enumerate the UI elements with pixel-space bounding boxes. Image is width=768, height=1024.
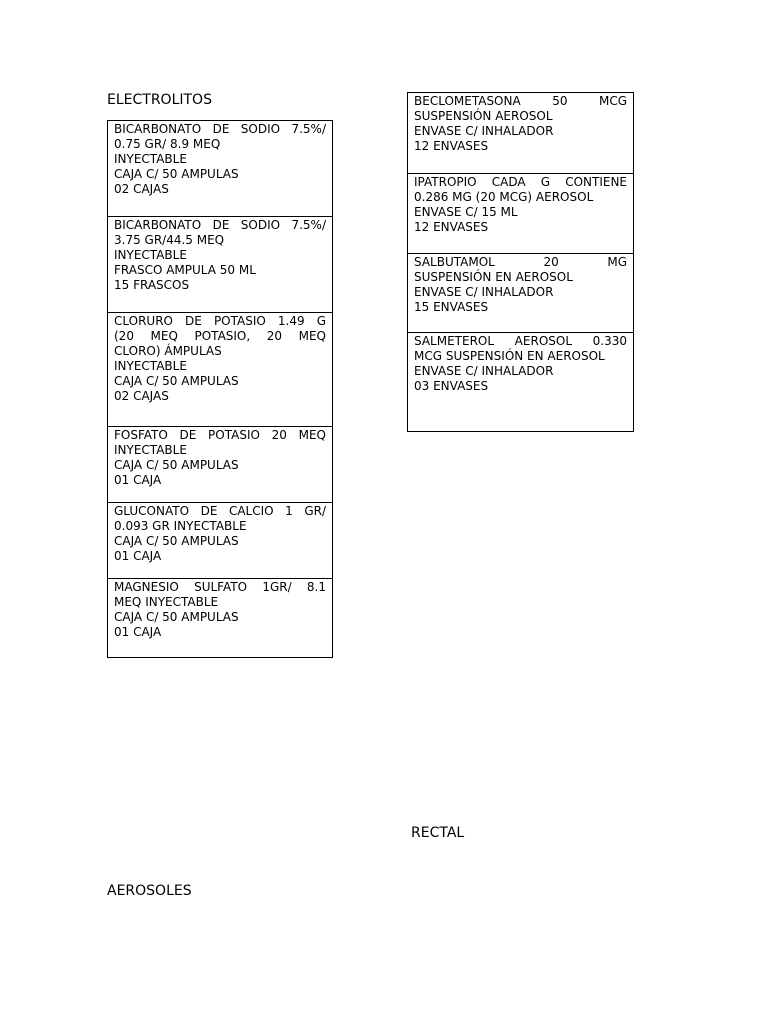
- table-cell: [408, 332, 633, 431]
- cell-line: BICARBONATO DE SODIO 7.5%/: [114, 122, 326, 136]
- table-cell: [108, 121, 332, 216]
- cell-line: ENVASE C/ INHALADOR: [414, 364, 554, 378]
- table-cell: [108, 578, 332, 657]
- cell-line: CAJA C/ 50 AMPULAS: [114, 610, 239, 624]
- heading-electrolitos: ELECTROLITOS: [107, 92, 212, 108]
- cell-line: SALMETEROL AEROSOL 0.330: [414, 334, 627, 348]
- cell-line: ENVASE C/ INHALADOR: [414, 124, 554, 138]
- cell-line: FRASCO AMPULA 50 ML: [114, 263, 256, 277]
- table-cell: [408, 253, 633, 332]
- table-cell: [108, 426, 332, 502]
- cell-line: 01 CAJA: [114, 549, 162, 563]
- electrolitos-table: [107, 120, 333, 658]
- cell-line: INYECTABLE: [114, 152, 187, 166]
- table-cell: [108, 312, 332, 426]
- heading-aerosoles: AEROSOLES: [107, 883, 192, 899]
- cell-line: INYECTABLE: [114, 443, 187, 457]
- cell-line: ENVASE C/ INHALADOR: [414, 285, 554, 299]
- cell-line: GLUCONATO DE CALCIO 1 GR/: [114, 504, 326, 518]
- heading-rectal: RECTAL: [411, 825, 465, 841]
- cell-line: 15 ENVASES: [414, 300, 489, 314]
- cell-line: 15 FRASCOS: [114, 278, 190, 292]
- cell-line: 0.286 MG (20 MCG) AEROSOL: [414, 190, 594, 204]
- cell-line: 0.093 GR INYECTABLE: [114, 519, 247, 533]
- cell-line: ENVASE C/ 15 ML: [414, 205, 518, 219]
- cell-line: 01 CAJA: [114, 473, 162, 487]
- cell-line: INYECTABLE: [114, 248, 187, 262]
- cell-line: FOSFATO DE POTASIO 20 MEQ: [114, 428, 326, 442]
- cell-line: SUSPENSIÓN EN AEROSOL: [414, 270, 573, 284]
- cell-line: MCG SUSPENSIÓN EN AEROSOL: [414, 349, 605, 363]
- cell-line: 3.75 GR/44.5 MEQ: [114, 233, 225, 247]
- cell-line: CAJA C/ 50 AMPULAS: [114, 458, 239, 472]
- cell-line: CLORO) ÁMPULAS: [114, 344, 222, 358]
- cell-line: CAJA C/ 50 AMPULAS: [114, 374, 239, 388]
- cell-line: MAGNESIO SULFATO 1GR/ 8.1: [114, 580, 326, 594]
- cell-line: SUSPENSIÓN AEROSOL: [414, 109, 553, 123]
- cell-line: IPATROPIO CADA G CONTIENE: [414, 175, 627, 189]
- cell-line: CAJA C/ 50 AMPULAS: [114, 534, 239, 548]
- table-cell: [108, 502, 332, 578]
- cell-line: BECLOMETASONA 50 MCG: [414, 94, 627, 108]
- cell-line: 01 CAJA: [114, 625, 162, 639]
- cell-line: CAJA C/ 50 AMPULAS: [114, 167, 239, 181]
- cell-line: 0.75 GR/ 8.9 MEQ: [114, 137, 221, 151]
- cell-line: 02 CAJAS: [114, 182, 169, 196]
- cell-line: (20 MEQ POTASIO, 20 MEQ: [114, 329, 326, 343]
- cell-line: 12 ENVASES: [414, 139, 489, 153]
- cell-line: INYECTABLE: [114, 359, 187, 373]
- cell-line: MEQ INYECTABLE: [114, 595, 219, 609]
- cell-line: 03 ENVASES: [414, 379, 489, 393]
- table-cell: [108, 216, 332, 312]
- aerosoles-table: [407, 92, 634, 432]
- cell-line: 12 ENVASES: [414, 220, 489, 234]
- cell-line: 02 CAJAS: [114, 389, 169, 403]
- cell-line: SALBUTAMOL 20 MG: [414, 255, 627, 269]
- table-cell: [408, 173, 633, 253]
- cell-line: BICARBONATO DE SODIO 7.5%/: [114, 218, 326, 232]
- cell-line: CLORURO DE POTASIO 1.49 G: [114, 314, 326, 328]
- table-cell: [408, 93, 633, 173]
